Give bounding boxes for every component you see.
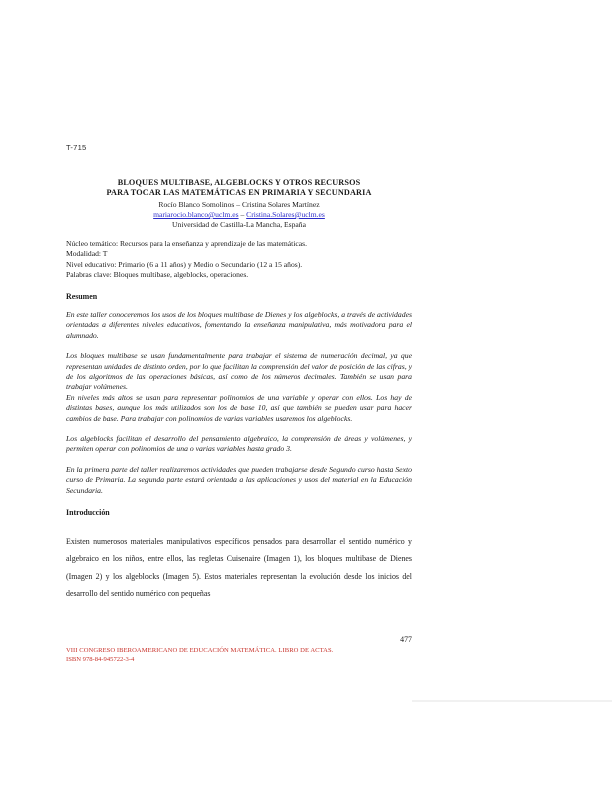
- footer-congress-line: [66, 647, 412, 655]
- metadata-nivel: Nivel educativo: Primario (6 a 11 años) y Medio o Secundario (12 a 15 años).: [66, 259, 303, 269]
- title-line-1: BLOQUES MULTIBASE, ALGEBLOCKS Y OTROS RECURSOS: [117, 178, 361, 187]
- email-link-first[interactable]: mariarocio.blanco@uclm.es: [153, 209, 239, 219]
- abstract-paragraph: Los algeblocks facilitan el desarrollo del pensamiento algebraico, la comprensión de áreas y volúmenes, y permiten operar con polinomios de una o varias variables hasta grado 3.: [66, 433, 412, 454]
- abstract-paragraph: En niveles más altos se usan para representar polinomios de una variable y operar con ellos. Los hay de distintas bases, aunque los más utilizados son los de base 10, así que también se pueden usar para hacer cambios de base. Para trabajar con polinomios de varias variables usaremos los algeblocks.: [66, 392, 412, 423]
- footer-isbn: ISBN 978-84-945722-3-4: [66, 656, 135, 664]
- introduction-paragraph: Existen numerosos materiales manipulativos específicos pensados para desarrollar el sentido numérico y algebraico en los niños, entre ellos, las regletas Cuisenaire (Imagen 1), los bloques multibase de Dienes (Imagen 2) y los algeblocks (Imagen 5). Estos materiales representan la evolución desde los inicios del desarrollo del sentido numérico con pequeñas: [66, 537, 412, 599]
- metadata-nucleo: Núcleo temático: Recursos para la enseñanza y aprendizaje de las matemáticas.: [66, 239, 307, 249]
- abstract-heading: Resumen: [66, 291, 98, 301]
- metadata-block: [66, 239, 412, 280]
- author-emails: [66, 210, 412, 220]
- page-number: 477: [400, 635, 412, 644]
- abstract-paragraph: Los bloques multibase se usan fundamentalmente para trabajar el sistema de numeración decimal, ya que representan unidades de distinto orden, por lo que facilitan la comprensión del valor de posición de las cifras, y de los algoritmos de las operaciones básicas, así como de los números decimales. También se usan para trabajar volúmenes.: [66, 351, 412, 392]
- metadata-palabras-clave: Palabras clave: Bloques multibase, algeblocks, operaciones.: [66, 269, 249, 279]
- introduction-heading: Introducción: [66, 508, 110, 517]
- footer-congress-text: VIII CONGRESO IBEROAMERICANO DE EDUCACIÓN MATEMÁTICA.: [66, 647, 277, 654]
- page-title: [66, 178, 412, 199]
- document-code: T-715: [66, 143, 87, 152]
- email-link-second[interactable]: Cristina.Solares@uclm.es: [246, 209, 325, 219]
- page-footer: [66, 647, 412, 665]
- abstract-paragraph: En la primera parte del taller realizaremos actividades que pueden trabajarse desde Segundo curso hasta Sexto curso de Primaria. La segunda parte estará orientada a las aplicaciones y usos del material en la Educación Secundaria.: [66, 464, 412, 495]
- abstract-paragraph: En este taller conoceremos los usos de los bloques multibase de Dienes y los algeblocks, a través de actividades orientadas a diferentes niveles educativos, fomentando la enseñanza manipulativa, más motivadora para el alumnado.: [66, 309, 412, 340]
- metadata-modalidad: Modalidad: T: [66, 249, 108, 259]
- email-separator: –: [238, 209, 247, 219]
- footer-book-text: LIBRO DE ACTAS.: [278, 647, 334, 654]
- title-line-2: PARA TOCAR LAS MATEMÁTICAS EN PRIMARIA Y SECUNDARIA: [106, 188, 372, 198]
- author-list: Rocío Blanco Somolinos – Cristina Solares Martínez: [158, 200, 320, 210]
- author-affiliation: Universidad de Castilla-La Mancha, España: [172, 219, 306, 229]
- page-content: [66, 143, 412, 603]
